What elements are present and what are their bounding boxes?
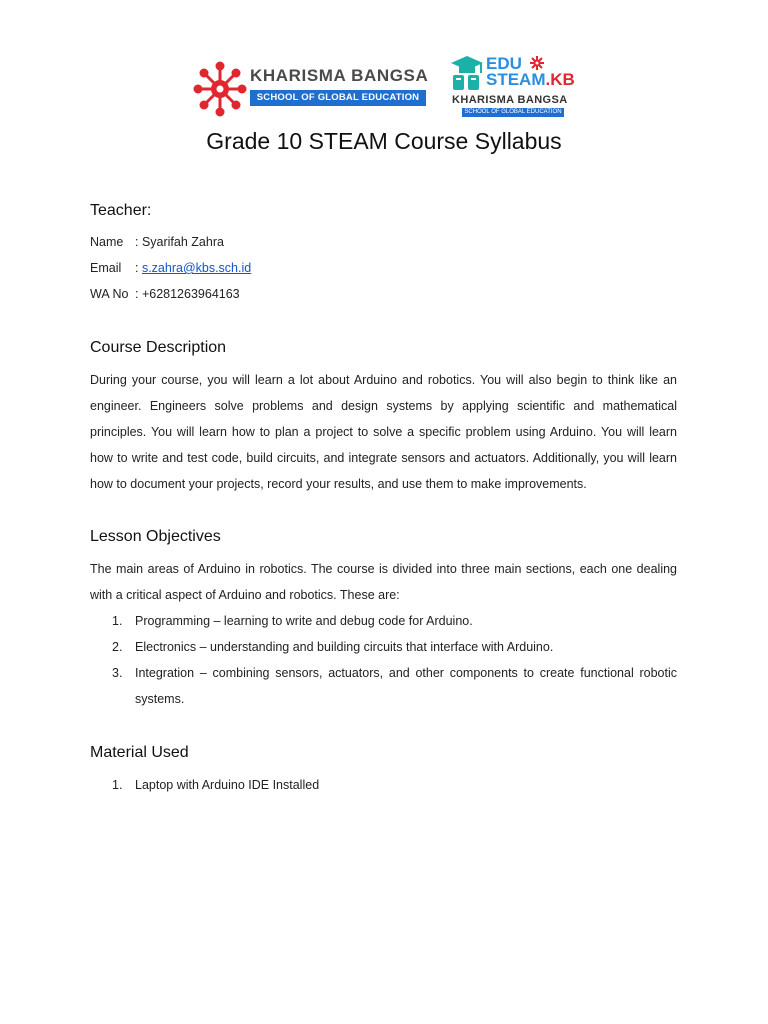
email-label: Email — [90, 261, 122, 275]
edusteam-steam-text: STEAM.KB — [486, 70, 575, 89]
school-tagline: SCHOOL OF GLOBAL EDUCATION — [250, 90, 426, 106]
graduate-icon — [450, 54, 484, 92]
edusteam-tagline: SCHOOL OF GLOBAL EDUCATION — [462, 108, 564, 117]
teacher-name-row — [90, 235, 224, 249]
header-logos — [0, 54, 768, 120]
wa-value: : +6281263964163 — [135, 287, 240, 301]
list-item: 1. Programming – learning to write and debug code for Arduino. — [112, 614, 473, 628]
course-description-heading: Course Description — [90, 339, 227, 356]
gear-icon — [530, 56, 544, 70]
list-item: 3. Integration – combining sensors, actuators, and other components to create functional robotic systems. — [112, 666, 677, 706]
list-item: 2. Electronics – understanding and building circuits that interface with Arduino. — [112, 640, 554, 654]
list-item: 1. Laptop with Arduino IDE Installed — [112, 778, 320, 792]
kharisma-bangsa-logo — [192, 60, 428, 118]
lesson-objectives-intro: The main areas of Arduino in robotics. The course is divided into three main sections, each one dealing with a critical aspect of Arduino and robotics. These are: — [90, 562, 677, 602]
teacher-heading: Teacher: — [90, 202, 152, 219]
edusteam-edu-text: EDU — [486, 54, 522, 73]
molecule-icon — [192, 60, 248, 118]
page-title: Grade 10 STEAM Course Syllabus — [206, 128, 562, 154]
teacher-wa-row — [90, 287, 240, 301]
material-used-heading: Material Used — [90, 744, 189, 761]
email-link[interactable]: s.zahra@kbs.sch.id — [141, 261, 252, 275]
course-description-text: During your course, you will learn a lot about Arduino and robotics. You will also begin to think like an engineer. Engineers solve problems and design systems by applying scientific and mathematical principles. You will learn how to plan a project to solve a specific problem using Arduino. You will learn how to write and test code, build circuits, and integrate sensors and actuators. Additionally, you will learn how to document your projects, record your results, and use them to make improvements. — [90, 373, 677, 491]
material-used-list — [90, 772, 677, 798]
name-label: Name — [90, 235, 124, 249]
school-name: KHARISMA BANGSA — [250, 66, 429, 85]
email-colon: : — [135, 261, 142, 275]
wa-label: WA No — [90, 287, 129, 301]
edusteam-logo — [450, 54, 575, 120]
name-value: : Syarifah Zahra — [135, 235, 224, 249]
edusteam-school-name: KHARISMA BANGSA — [452, 94, 568, 106]
lesson-objectives-list — [90, 608, 677, 712]
teacher-email-row — [90, 261, 251, 275]
lesson-objectives-heading: Lesson Objectives — [90, 528, 221, 545]
